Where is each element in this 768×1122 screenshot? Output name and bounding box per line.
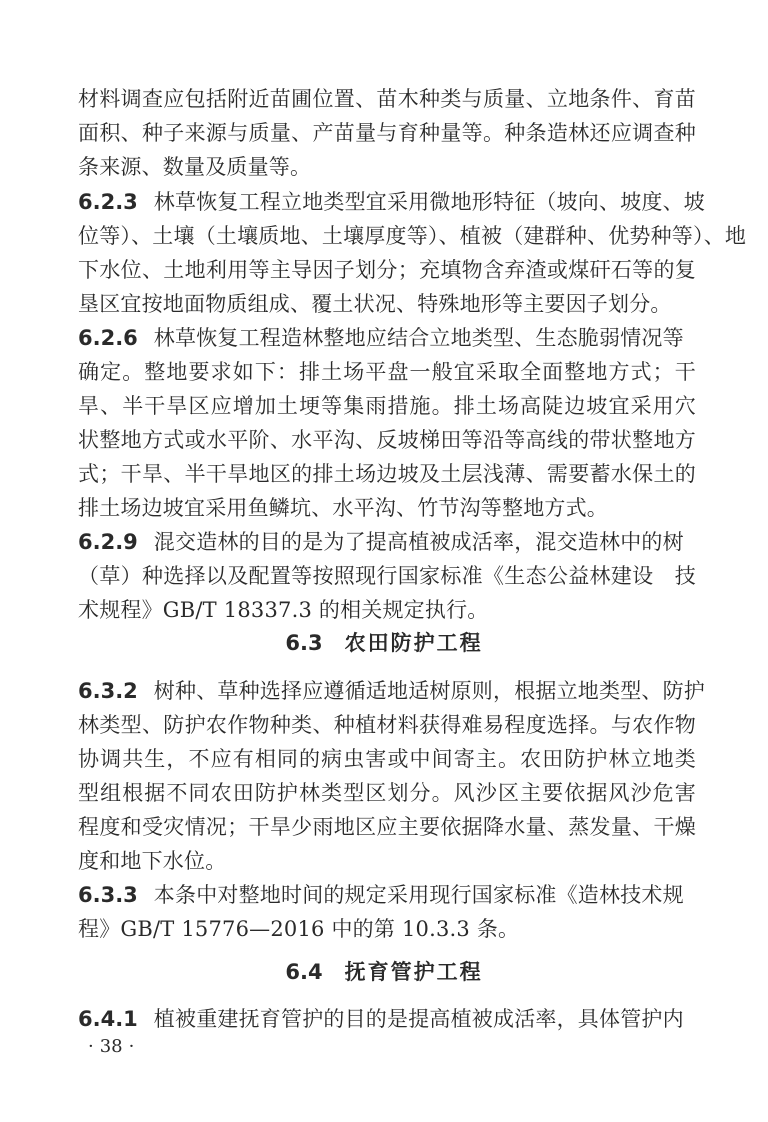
paragraph-line: 林类型、防护农作物种类、种植材料获得难易程度选择。与农作物 (78, 713, 696, 737)
paragraph-line: 程度和受灾情况；干旱少雨地区应主要依据降水量、蒸发量、干燥 (78, 815, 696, 839)
clause-number: 6.4.1 (78, 1007, 138, 1031)
paragraph-line: 排土场边坡宜采用鱼鳞坑、水平沟、竹节沟等整地方式。 (78, 496, 608, 520)
paragraph-line: 垦区宜按地面物质组成、覆土状况、特殊地形等主要因子划分。 (78, 292, 672, 316)
section-heading-6-3 (0, 626, 768, 660)
clause-6-3-2 (78, 674, 705, 708)
clause-text: 林草恢复工程立地类型宜采用微地形特征（坡向、坡度、坡 (153, 190, 705, 214)
clause-number: 6.2.6 (78, 326, 138, 350)
paragraph-line: 状整地方式或水平阶、水平沟、反坡梯田等沿等高线的带状整地方 (78, 428, 696, 452)
paragraph-line: 式；干旱、半干旱地区的排土场边坡及土层浅薄、需要蓄水保土的 (78, 462, 696, 486)
clause-text: 树种、草种选择应遵循适地适树原则，根据立地类型、防护 (153, 679, 705, 703)
paragraph-line: 面积、种子来源与质量、产苗量与育种量等。种条造林还应调查种 (78, 121, 696, 145)
clause-6-2-3 (78, 185, 705, 219)
section-title: 农田防护工程 (344, 631, 483, 655)
paragraph-line: 旱、半干旱区应增加土埂等集雨措施。排土场高陡边坡宜采用穴 (78, 394, 696, 418)
clause-number: 6.3.3 (78, 883, 138, 907)
clause-6-2-9 (78, 525, 696, 559)
clause-6-3-3 (78, 878, 696, 912)
page-number: 38 (99, 1036, 123, 1057)
paragraph-line: 条来源、数量及质量等。 (78, 155, 312, 179)
paragraph-line: 位等）、土壤（土壤质地、土壤厚度等）、植被（建群种、优势种等）、地 (78, 224, 747, 248)
clause-6-2-6 (78, 321, 696, 355)
paragraph-line: 度和地下水位。 (78, 849, 227, 873)
clause-number: 6.2.9 (78, 530, 138, 554)
footer-bullet-left: · (88, 1036, 94, 1057)
section-number: 6.3 (285, 631, 323, 655)
clause-text: 林草恢复工程造林整地应结合立地类型、生态脆弱情况等 (153, 326, 684, 350)
paragraph-line: 协调共生，不应有相同的病虫害或中间寄主。农田防护林立地类 (78, 747, 696, 771)
clause-6-4-1 (78, 1002, 696, 1036)
clause-text: 植被重建抚育管护的目的是提高植被成活率，具体管护内 (153, 1007, 684, 1031)
section-number: 6.4 (285, 960, 323, 984)
clause-number: 6.3.2 (78, 679, 138, 703)
clause-number: 6.2.3 (78, 190, 138, 214)
paragraph-line: 术规程》GB/T 18337.3 的相关规定执行。 (78, 598, 489, 622)
section-heading-6-4 (0, 955, 768, 989)
paragraph-line: 型组根据不同农田防护林类型区划分。风沙区主要依据风沙危害 (78, 781, 696, 805)
paragraph-line: 确定。整地要求如下：排土场平盘一般宜采取全面整地方式；干 (78, 360, 696, 384)
section-title: 抚育管护工程 (344, 960, 483, 984)
page-footer (82, 1034, 140, 1060)
clause-text: 本条中对整地时间的规定采用现行国家标准《造林技术规 (153, 883, 684, 907)
footer-bullet-right: · (128, 1036, 135, 1057)
clause-text: 混交造林的目的是为了提高植被成活率，混交造林中的树 (153, 530, 684, 554)
paragraph-line: 程》GB/T 15776—2016 中的第 10.3.3 条。 (78, 917, 520, 941)
paragraph-line: （草）种选择以及配置等按照现行国家标准《生态公益林建设 技 (78, 564, 696, 588)
paragraph-line: 下水位、土地利用等主导因子划分；充填物含弃渣或煤矸石等的复 (78, 258, 696, 282)
paragraph-line: 材料调查应包括附近苗圃位置、苗木种类与质量、立地条件、育苗 (78, 87, 696, 111)
